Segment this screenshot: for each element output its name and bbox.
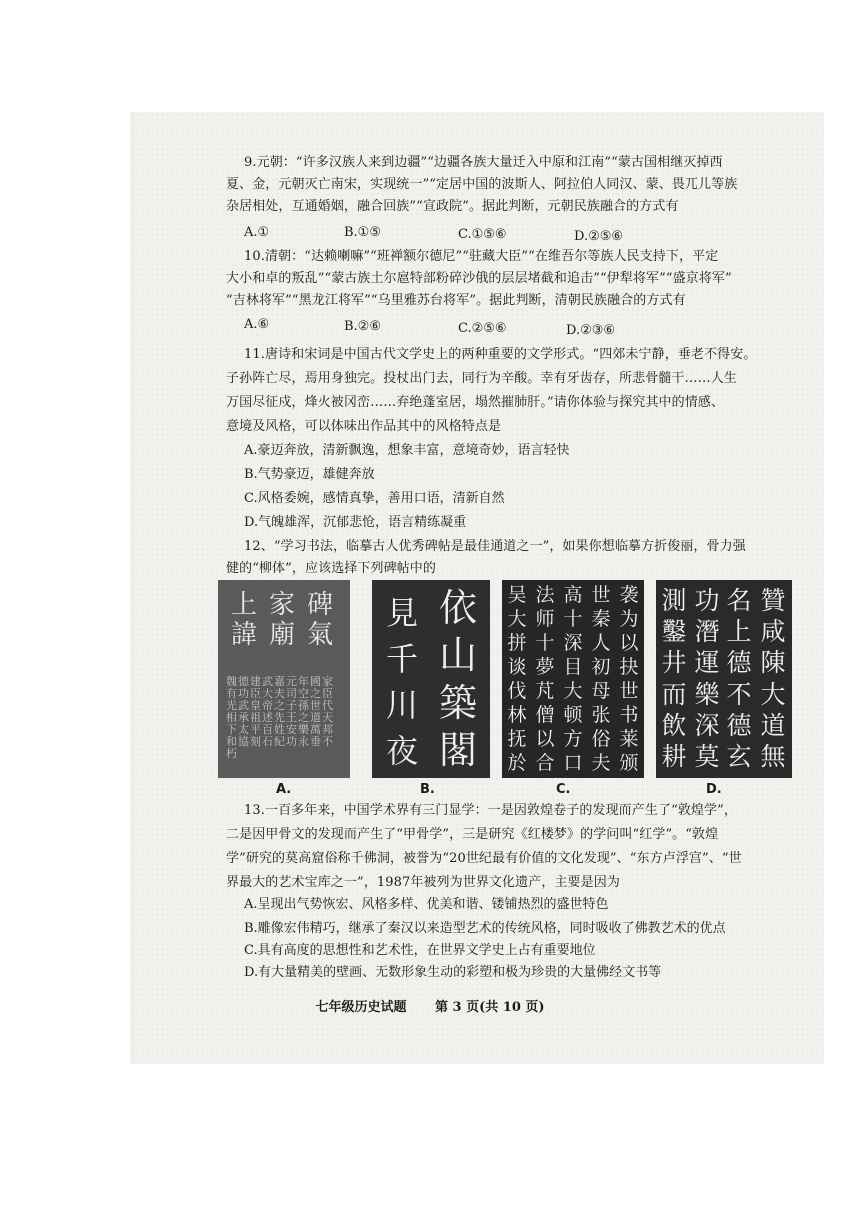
rubbing-c-char: 大 [563,680,583,702]
q10-option-c: C.②⑤⑥ [458,321,507,336]
rubbing-b-char: 山 [438,633,477,678]
q11-option-b: B.气势豪迈，雄健奔放 [244,467,375,482]
rubbing-c-char: 张 [591,704,611,726]
q10-line-3: “吉林将军”“黑龙江将军”“乌里雅苏台将军”。据此判断，清朝民族融合的方式有 [226,293,686,308]
q11-option-d: D.气魄雄浑，沉郁悲怆，语言精练凝重 [244,515,467,530]
q13-option-a: A.呈现出气势恢宏、风格多样、优美和谐、镂铺热烈的盛世特色 [244,897,609,912]
q9-option-c: C.①⑤⑥ [458,227,507,242]
rubbing-c-char: 口 [563,752,583,774]
rubbing-c-char: 芃 [535,680,555,702]
rubbing-c-char: 合 [535,752,555,774]
rubbing-d-char: 測 [661,586,687,615]
rubbing-c-char: 书 [619,704,639,726]
rubbing-b-char: 夜 [385,732,418,770]
rubbing-d-column-2 [722,586,756,772]
image-label-c: C. [556,782,571,797]
calligraphy-rubbing-a [218,580,350,778]
q10-option-d: D.②③⑥ [566,323,616,338]
rubbing-b-char: 閣 [438,727,477,772]
q10-line-2: 大小和卓的叛乱”“蒙古族土尔扈特部粉碎沙俄的层层堵截和追击”“伊犁将军”“盛京将军” [226,271,732,286]
q9-option-a: A.① [244,225,270,240]
image-label-b: B. [420,782,435,797]
rubbing-d-char: 道 [760,710,786,740]
rubbing-a-char: 氣 [306,620,331,650]
rubbing-d-char: 贊 [760,586,786,615]
rubbing-c-char: 人 [591,632,611,654]
rubbing-a-char: 碑 [306,590,331,620]
q11-line-4: 意境及风格，可以体味出作品其中的风格特点是 [226,419,502,434]
q9-option-b: B.①⑤ [344,225,381,240]
rubbing-d-char: 而 [661,679,687,709]
rubbing-a-char: 上 [230,590,255,620]
rubbing-d-char: 無 [760,741,786,771]
image-label-a: A. [276,782,292,797]
rubbing-c-char: 以 [535,728,555,750]
rubbing-c-char: 莱 [619,728,639,750]
rubbing-b-column-2 [430,586,486,772]
rubbing-d-char: 飲 [661,710,687,740]
q9-line-3: 杂居相处，互通婚姻，融合回族”“宣政院”。据此判断，元朝民族融合的方式有 [226,199,679,214]
rubbing-c-char: 俗 [591,728,611,750]
rubbing-a-char: 家 [268,590,293,620]
rubbing-b-char: 川 [385,686,418,724]
q13-option-b: B.雕像宏伟精巧，继承了秦汉以来造型艺术的传统风格，同时吸收了佛教艺术的优点 [244,921,726,936]
rubbing-c-char: 颁 [619,752,639,774]
footer-page-number: 第 3 页(共 10 页) [435,1000,545,1015]
rubbing-d-char: 德 [726,648,752,678]
rubbing-d-char: 樂 [694,679,720,709]
rubbing-c-char: 深 [563,632,583,654]
rubbing-c-char: 夫 [591,752,611,774]
q11-option-a: A.豪迈奔放，清新飘逸，想象丰富，意境奇妙，语言轻快 [244,443,570,458]
rubbing-c-char: 僧 [535,704,555,726]
rubbing-c-char: 谈 [507,656,527,678]
rubbing-c-char: 法 [535,584,555,606]
rubbing-b-char: 見 [385,594,418,632]
rubbing-b-char: 千 [385,640,418,678]
rubbing-c-char: 吴 [507,584,527,606]
rubbing-d-char: 耕 [661,741,687,771]
q9-line-2: 夏、金，元朝灭亡南宋，实现统一”“定居中国的波斯人、阿拉伯人同汉、蒙、畏兀儿等族 [226,177,738,192]
q10-line-1: 10.清朝：“达赖喇嘛”“班禅额尔德尼”“驻藏大臣”“在维吾尔等族人民支持下，平定 [244,249,719,264]
rubbing-c-char: 拼 [507,632,527,654]
rubbing-c-char: 方 [563,728,583,750]
q9-line-1: 9.元朝：“许多汉族人来到边疆”“边疆各族大量迁入中原和江南”“蒙古国相继灭掉西 [244,155,723,170]
q13-line-4: 界最大的艺术宝库之一”，1987年被列为世界文化遗产，主要是因为 [226,875,620,890]
rubbing-c-char: 初 [591,656,611,678]
rubbing-d-char: 功 [694,586,720,615]
rubbing-d-char: 不 [726,679,752,709]
rubbing-b-char: 築 [438,680,477,725]
rubbing-c-column-2 [588,584,614,774]
q11-line-2: 子孙阵亡尽，焉用身独完。投杖出门去，同行为辛酸。幸有牙齿存，所悲骨髓干……人生 [226,371,737,386]
q13-option-d: D.有大量精美的壁画、无数形象生动的彩塑和极为珍贵的大量佛经文书等 [244,965,662,980]
q9-option-d: D.②⑤⑥ [574,229,624,244]
rubbing-c-char: 十 [535,632,555,654]
rubbing-d-char: 陳 [760,648,786,678]
rubbing-c-char: 为 [619,608,639,630]
footer-subject: 七年级历史试题 [315,1000,407,1015]
rubbing-c-char: 伐 [507,680,527,702]
q13-line-3: 学”研究的莫高窟俗称千佛洞，被誉为“20世纪最有价值的文化发现”、“东方卢浮宫”、“世 [226,851,742,866]
rubbing-c-column-4 [532,584,558,774]
rubbing-d-column-3 [690,586,724,772]
rubbing-c-char: 秦 [591,608,611,630]
rubbing-b-column-1 [378,594,426,770]
q10-option-a: A.⑥ [244,317,270,332]
rubbing-a-title [224,590,344,654]
rubbing-d-char: 上 [726,617,752,647]
q11-option-c: C.风格委婉，感情真挚，善用口语，清新自然 [244,491,505,506]
q12-line-1: 12、“学习书法，临摹古人优秀碑帖是最佳通道之一”，如果你想临摹方折俊丽，骨力强 [244,539,746,554]
q11-line-1: 11.唐诗和宋词是中国古代文学史上的两种重要的文学形式。“四郊未宁静，垂老不得安。 [244,347,757,362]
rubbing-b-char: 依 [438,586,477,630]
rubbing-c-char: 夢 [535,656,555,678]
rubbing-d-char: 大 [760,679,786,709]
image-label-d: D. [706,782,722,797]
rubbing-d-column-1 [756,586,790,772]
rubbing-c-char: 世 [591,584,611,606]
rubbing-d-column-4 [658,586,690,772]
rubbing-d-char: 咸 [760,617,786,647]
rubbing-c-char: 目 [563,656,583,678]
rubbing-c-column-1 [616,584,642,774]
rubbing-d-char: 莫 [694,741,720,771]
q11-line-3: 万国尽征戍，烽火被冈峦……弃绝蓬室居，塌然摧肺肝。”请你体验与探究其中的情感、 [226,395,725,410]
rubbing-c-char: 於 [507,752,527,774]
q13-line-2: 二是因甲骨文的发现而产生了“甲骨学”，三是研究《红楼梦》的学问叫“红学”。“敦煌 [226,827,719,842]
rubbing-c-char: 顿 [563,704,583,726]
rubbing-d-char: 玄 [726,741,752,771]
calligraphy-rubbing-d [656,580,792,778]
q13-option-c: C.具有高度的思想性和艺术性，在世界文学史上占有重要地位 [244,943,596,958]
rubbing-c-char: 十 [563,608,583,630]
rubbing-d-char: 井 [661,648,687,678]
calligraphy-rubbing-b [372,580,490,778]
rubbing-c-char: 大 [507,608,527,630]
rubbing-c-char: 林 [507,704,527,726]
page-footer [0,996,860,1015]
rubbing-d-char: 深 [694,710,720,740]
rubbing-c-char: 母 [591,680,611,702]
rubbing-a-char: 廟 [268,620,293,650]
rubbing-c-char: 袭 [619,584,639,606]
rubbing-d-char: 運 [694,648,720,678]
rubbing-c-char: 抉 [619,656,639,678]
rubbing-d-char: 名 [726,586,752,615]
rubbing-a-char: 諱 [230,620,255,650]
rubbing-c-char: 高 [563,584,583,606]
rubbing-c-char: 抚 [507,728,527,750]
q12-line-2: 健的“柳体”，应该选择下列碑帖中的 [226,561,436,576]
rubbing-c-column-3 [560,584,586,774]
rubbing-d-char: 德 [726,710,752,740]
rubbing-c-char: 以 [619,632,639,654]
rubbing-a-body-text: 魏德建武嘉元年國家有功臣大夫司空之臣光武皇帝之子孫世代相承祖述先王之道天下太平百姓安樂萬邦和協刻石紀功永垂不朽 [226,675,334,760]
rubbing-d-char: 鑿 [661,617,687,647]
rubbing-c-column-5 [504,584,530,774]
rubbing-c-char: 师 [535,608,555,630]
rubbing-d-char: 潛 [694,617,720,647]
rubbing-c-char: 世 [619,680,639,702]
calligraphy-rubbing-c [502,580,644,778]
q10-option-b: B.②⑥ [344,319,381,334]
q13-line-1: 13.一百多年来，中国学术界有三门显学：一是因敦煌卷子的发现而产生了“敦煌学”， [244,803,737,818]
